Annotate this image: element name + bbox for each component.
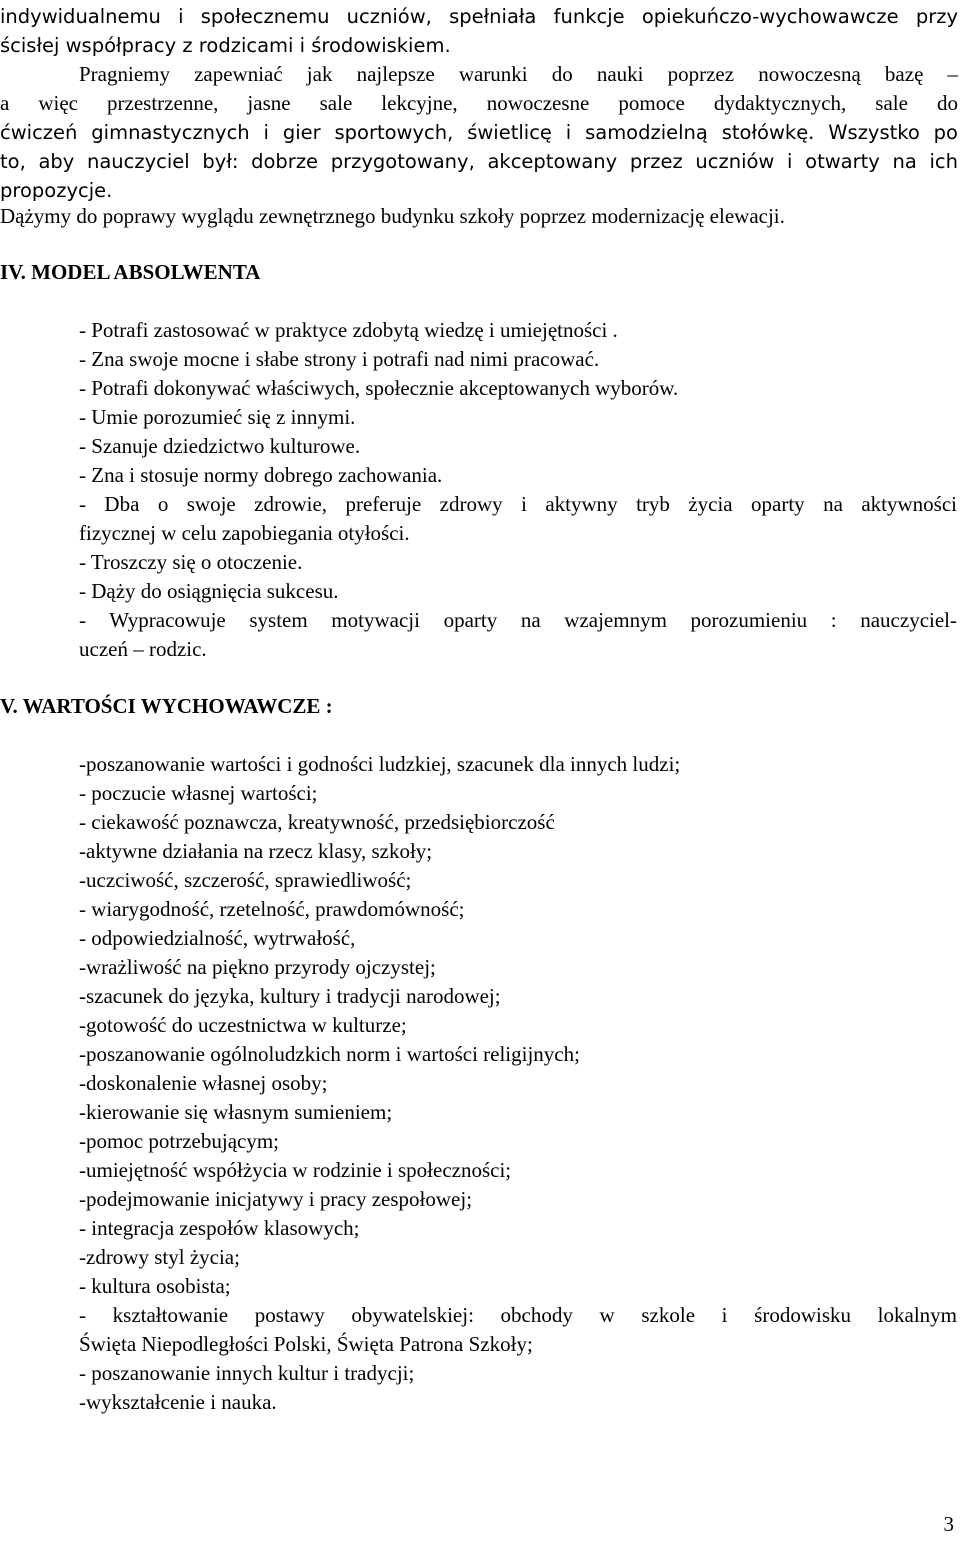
value-item: - poszanowanie innych kultur i tradycji; bbox=[79, 1361, 415, 1385]
value-item: -szacunek do języka, kultury i tradycji narodowej; bbox=[79, 984, 501, 1008]
page-number: 3 bbox=[943, 1512, 954, 1536]
graduate-trait-item: - Dba o swoje zdrowie, preferuje zdrowy i aktywny tryb życia oparty na aktywności bbox=[79, 492, 957, 516]
graduate-trait-item: - Dąży do osiągnięcia sukcesu. bbox=[79, 579, 339, 603]
value-item: - kultura osobista; bbox=[79, 1274, 231, 1298]
section-iv-heading: IV. MODEL ABSOLWENTA bbox=[0, 260, 261, 284]
intro-line-2: ścisłej współpracy z rodzicami i środowiskiem. bbox=[0, 34, 451, 57]
graduate-trait-item-continuation: uczeń – rodzic. bbox=[79, 637, 207, 661]
paragraph-line-6: Dążymy do poprawy wyglądu zewnętrznego budynku szkoły poprzez modernizację elewacji. bbox=[0, 204, 785, 228]
value-item: - integracja zespołów klasowych; bbox=[79, 1216, 360, 1240]
value-item: -poszanowanie ogólnoludzkich norm i wartości religijnych; bbox=[79, 1042, 580, 1066]
value-item: -gotowość do uczestnictwa w kulturze; bbox=[79, 1013, 407, 1037]
value-item: -kierowanie się własnym sumieniem; bbox=[79, 1100, 393, 1124]
paragraph-line-5: propozycje. bbox=[0, 179, 113, 202]
graduate-trait-item: - Umie porozumieć się z innymi. bbox=[79, 405, 356, 429]
graduate-trait-item: - Szanuje dziedzictwo kulturowe. bbox=[79, 434, 361, 458]
value-item: - poczucie własnej wartości; bbox=[79, 781, 318, 805]
value-item: - odpowiedzialność, wytrwałość, bbox=[79, 926, 356, 950]
section-v-heading: V. WARTOŚCI WYCHOWAWCZE : bbox=[0, 694, 333, 718]
value-item: -wykształcenie i nauka. bbox=[79, 1390, 277, 1414]
value-item: -pomoc potrzebującym; bbox=[79, 1129, 280, 1153]
value-item: -wrażliwość na piękno przyrody ojczystej; bbox=[79, 955, 436, 979]
paragraph-line-2: a więc przestrzenne, jasne sale lekcyjne, nowoczesne pomoce dydaktycznych, sale do bbox=[0, 91, 958, 115]
value-item: -zdrowy styl życia; bbox=[79, 1245, 240, 1269]
value-item: -podejmowanie inicjatywy i pracy zespołowej; bbox=[79, 1187, 473, 1211]
value-item: -aktywne działania na rzecz klasy, szkoły; bbox=[79, 839, 433, 863]
graduate-trait-item: - Troszczy się o otoczenie. bbox=[79, 550, 303, 574]
paragraph-line-4: to, aby nauczyciel był: dobrze przygotowany, akceptowany przez uczniów i otwarty na ich bbox=[0, 150, 958, 173]
graduate-trait-item: - Potrafi zastosować w praktyce zdobytą wiedzę i umiejętności . bbox=[79, 318, 618, 342]
value-item: - wiarygodność, rzetelność, prawdomówność; bbox=[79, 897, 465, 921]
graduate-trait-item: - Zna i stosuje normy dobrego zachowania. bbox=[79, 463, 443, 487]
paragraph-line-1: Pragniemy zapewniać jak najlepsze warunki do nauki poprzez nowoczesną bazę – bbox=[79, 62, 958, 86]
intro-line-1: indywidualnemu i społecznemu uczniów, spełniała funkcje opiekuńczo-wychowawcze przy bbox=[0, 5, 958, 28]
value-item: - ciekawość poznawcza, kreatywność, przedsiębiorczość bbox=[79, 810, 555, 834]
value-item: -poszanowanie wartości i godności ludzkiej, szacunek dla innych ludzi; bbox=[79, 752, 681, 776]
value-item: - kształtowanie postawy obywatelskiej: obchody w szkole i środowisku lokalnym bbox=[79, 1303, 957, 1327]
graduate-trait-item-continuation: fizycznej w celu zapobiegania otyłości. bbox=[79, 521, 410, 545]
graduate-trait-item: - Potrafi dokonywać właściwych, społecznie akceptowanych wyborów. bbox=[79, 376, 679, 400]
value-item: -umiejętność współżycia w rodzinie i społeczności; bbox=[79, 1158, 512, 1182]
value-item-continuation: Święta Niepodległości Polski, Święta Patrona Szkoły; bbox=[79, 1332, 533, 1356]
graduate-trait-item: - Wypracowuje system motywacji oparty na wzajemnym porozumieniu : nauczyciel- bbox=[79, 608, 957, 632]
graduate-trait-item: - Zna swoje mocne i słabe strony i potrafi nad nimi pracować. bbox=[79, 347, 600, 371]
paragraph-line-3: ćwiczeń gimnastycznych i gier sportowych, świetlicę i samodzielną stołówkę. Wszystko po bbox=[0, 121, 958, 144]
value-item: -uczciwość, szczerość, sprawiedliwość; bbox=[79, 868, 412, 892]
value-item: -doskonalenie własnej osoby; bbox=[79, 1071, 328, 1095]
